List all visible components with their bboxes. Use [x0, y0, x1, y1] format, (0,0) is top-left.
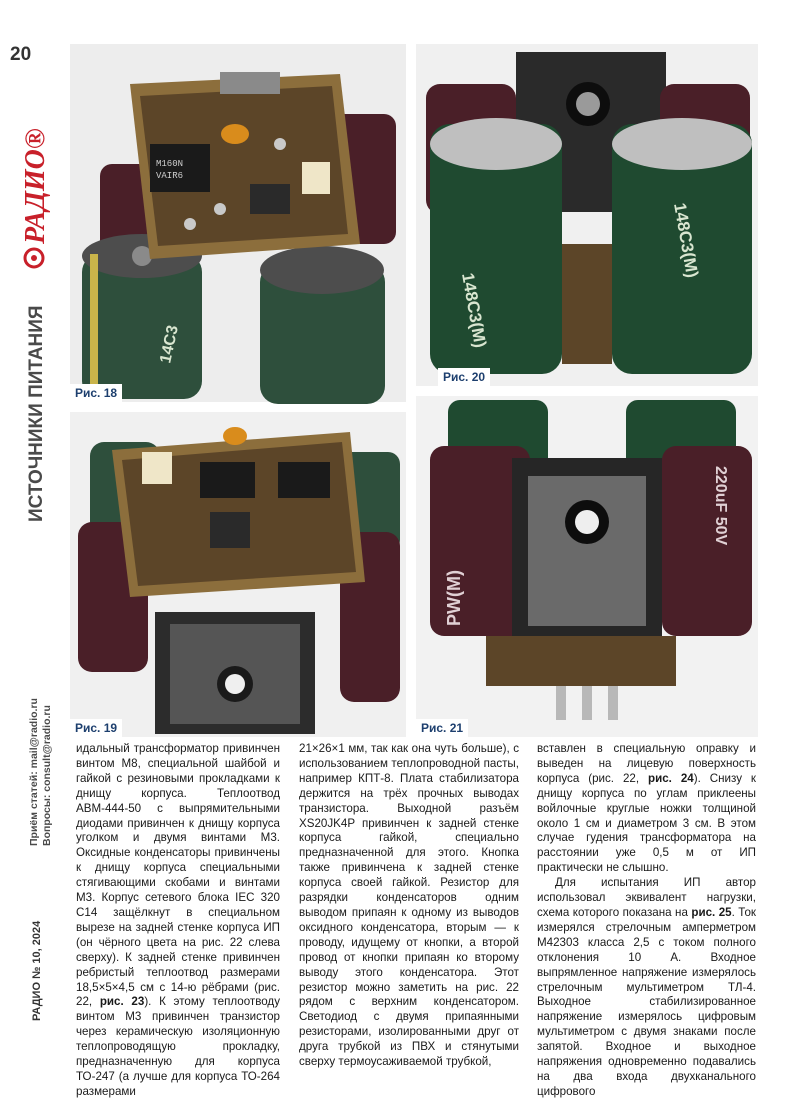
paragraph	[76, 742, 280, 1100]
text-column-1	[76, 742, 280, 1098]
cap-label-220uf: 220uF 50V	[712, 466, 729, 546]
figure-21-photo	[416, 396, 758, 737]
section-title-text: ИСТОЧНИКИ ПИТАНИЯ	[26, 305, 47, 522]
cap-label-148c3-right: 148C3(M)	[670, 201, 702, 280]
figure-20-photo	[416, 44, 758, 386]
cap-label-pwm: PW(M)	[444, 570, 464, 626]
paragraph	[537, 876, 756, 1100]
paragraph: 21×26×1 мм, так как она чуть больше), с использованием теплопроводной пасты, например КПТ-8. Плата стабилизатора держится на трёх прочных выводах транзистора. Выходной разъём XS20JK4P привинчен к задней стенке корпуса гайкой, специально предназначенной для этого. Кнопка также привинчена к задней стенке корпуса своей гайкой. Резистор для разрядки конденсаторов одним выводом припаян к одному из выводов оксидного конденсатора, вторым — к проводу, идущему от кнопки, а второй провод от кнопки припаян ко второму выводу этого конденсатора. Этот резистор можно заметить на рис. 22 рядом с верхним конденсатором. Светодиод с двумя припаянными резисторами, изолированными друг от друга трубкой из ПВХ и стянутыми сверху термоусаживаемой трубкой,	[299, 742, 519, 1069]
cap-label-14c3: 14C3	[157, 323, 182, 365]
text-column-2	[299, 742, 519, 1069]
figure-ref-24: рис. 24	[648, 771, 694, 785]
figure-ref-23: рис. 23	[99, 995, 145, 1009]
column-1-text: идальный трансформатор привинчен винтом М8, специальной шайбой и гайкой с резиновыми прокладками к днищу корпуса. Теплоотвод АВМ-444-50 с выпрямительными диодами привинчен к днищу корпуса уголком и двумя винтами М3. Оксидные конденсаторы привинчены к днищу корпуса специальными стягивающими скобами и винтами М3. Корпус сетевого блока IEC 320 C14 защёлкнут в специальном вырезе на задней стенке корпуса ИП (он чёрного цвета на рис. 22 слева сверху). К задней стенке привинчен ребристый теплоотвод размерами 18,5×5×4,5 см с 14-ю рёбрами (рис. 22,	[76, 742, 280, 1009]
section-title	[0, 298, 64, 526]
figure-21-caption: Рис. 21	[416, 719, 468, 737]
column-3-p2-start: Для испытания ИП автор использовал эквивалент нагрузки, схема которого показана на	[537, 876, 756, 919]
paragraph	[537, 742, 756, 876]
contact-articles: Приём статей: mail@radio.ru	[28, 698, 40, 846]
figure-18-caption: Рис. 18	[70, 384, 122, 402]
side-contacts	[0, 668, 64, 848]
issue-label	[0, 885, 64, 1025]
column-3-p1-start: вставлен в специальную оправку и выведен на лицевую поверхность корпуса (рис. 22,	[537, 742, 756, 785]
text-column-3	[537, 742, 757, 1098]
figure-19-photo	[70, 412, 406, 737]
chip-marking-1: M160N	[156, 159, 184, 169]
page-number: 20	[10, 44, 32, 65]
column-3-p1-end: ). Снизу к днищу корпуса по углам приклеены войлочные круглые ножки толщиной около 1 см и диаметром 3 см. В этом случае гудения трансформатора на расстоянии уже 0,5 м от ИП практически не слышно.	[537, 771, 756, 875]
cap-label-148c3-left: 148C3(M)	[458, 271, 490, 350]
logo-text: РАДИО®	[20, 128, 51, 244]
figure-18-photo	[70, 44, 406, 402]
figure-20-caption: Рис. 20	[438, 368, 490, 386]
column-3-p2-end: . Ток измерялся стрелочным амперметром М42303 класса 2,5 с током полного отклонения 10 А. Входное выпрямленное напряжение измерялось стрелочным мультиметром ТЛ-4. Выходное стабилизированное напряжение измерялось цифровым мультиметром с двумя знаками после запятой. Входное и выходное напряжения одновременно подавались на два входа двухканального цифрового	[537, 905, 757, 1098]
figure-19-caption: Рис. 19	[70, 719, 122, 737]
column-1-text-end: ). К этому теплоотводу винтом М3 привинчен транзистор через керамическую изоляционную теплопроводящую прокладку, предназначенную для корпуса ТО-247 (а лучше для корпуса ТО-264 размерами	[76, 995, 280, 1098]
issue-label-text: РАДИО № 10, 2024	[31, 920, 43, 1021]
radio-logo	[12, 116, 56, 272]
chip-marking-2: VAIR6	[156, 171, 184, 181]
contact-questions: Вопросы: consult@radio.ru	[41, 705, 53, 846]
figure-ref-25: рис. 25	[691, 905, 732, 919]
